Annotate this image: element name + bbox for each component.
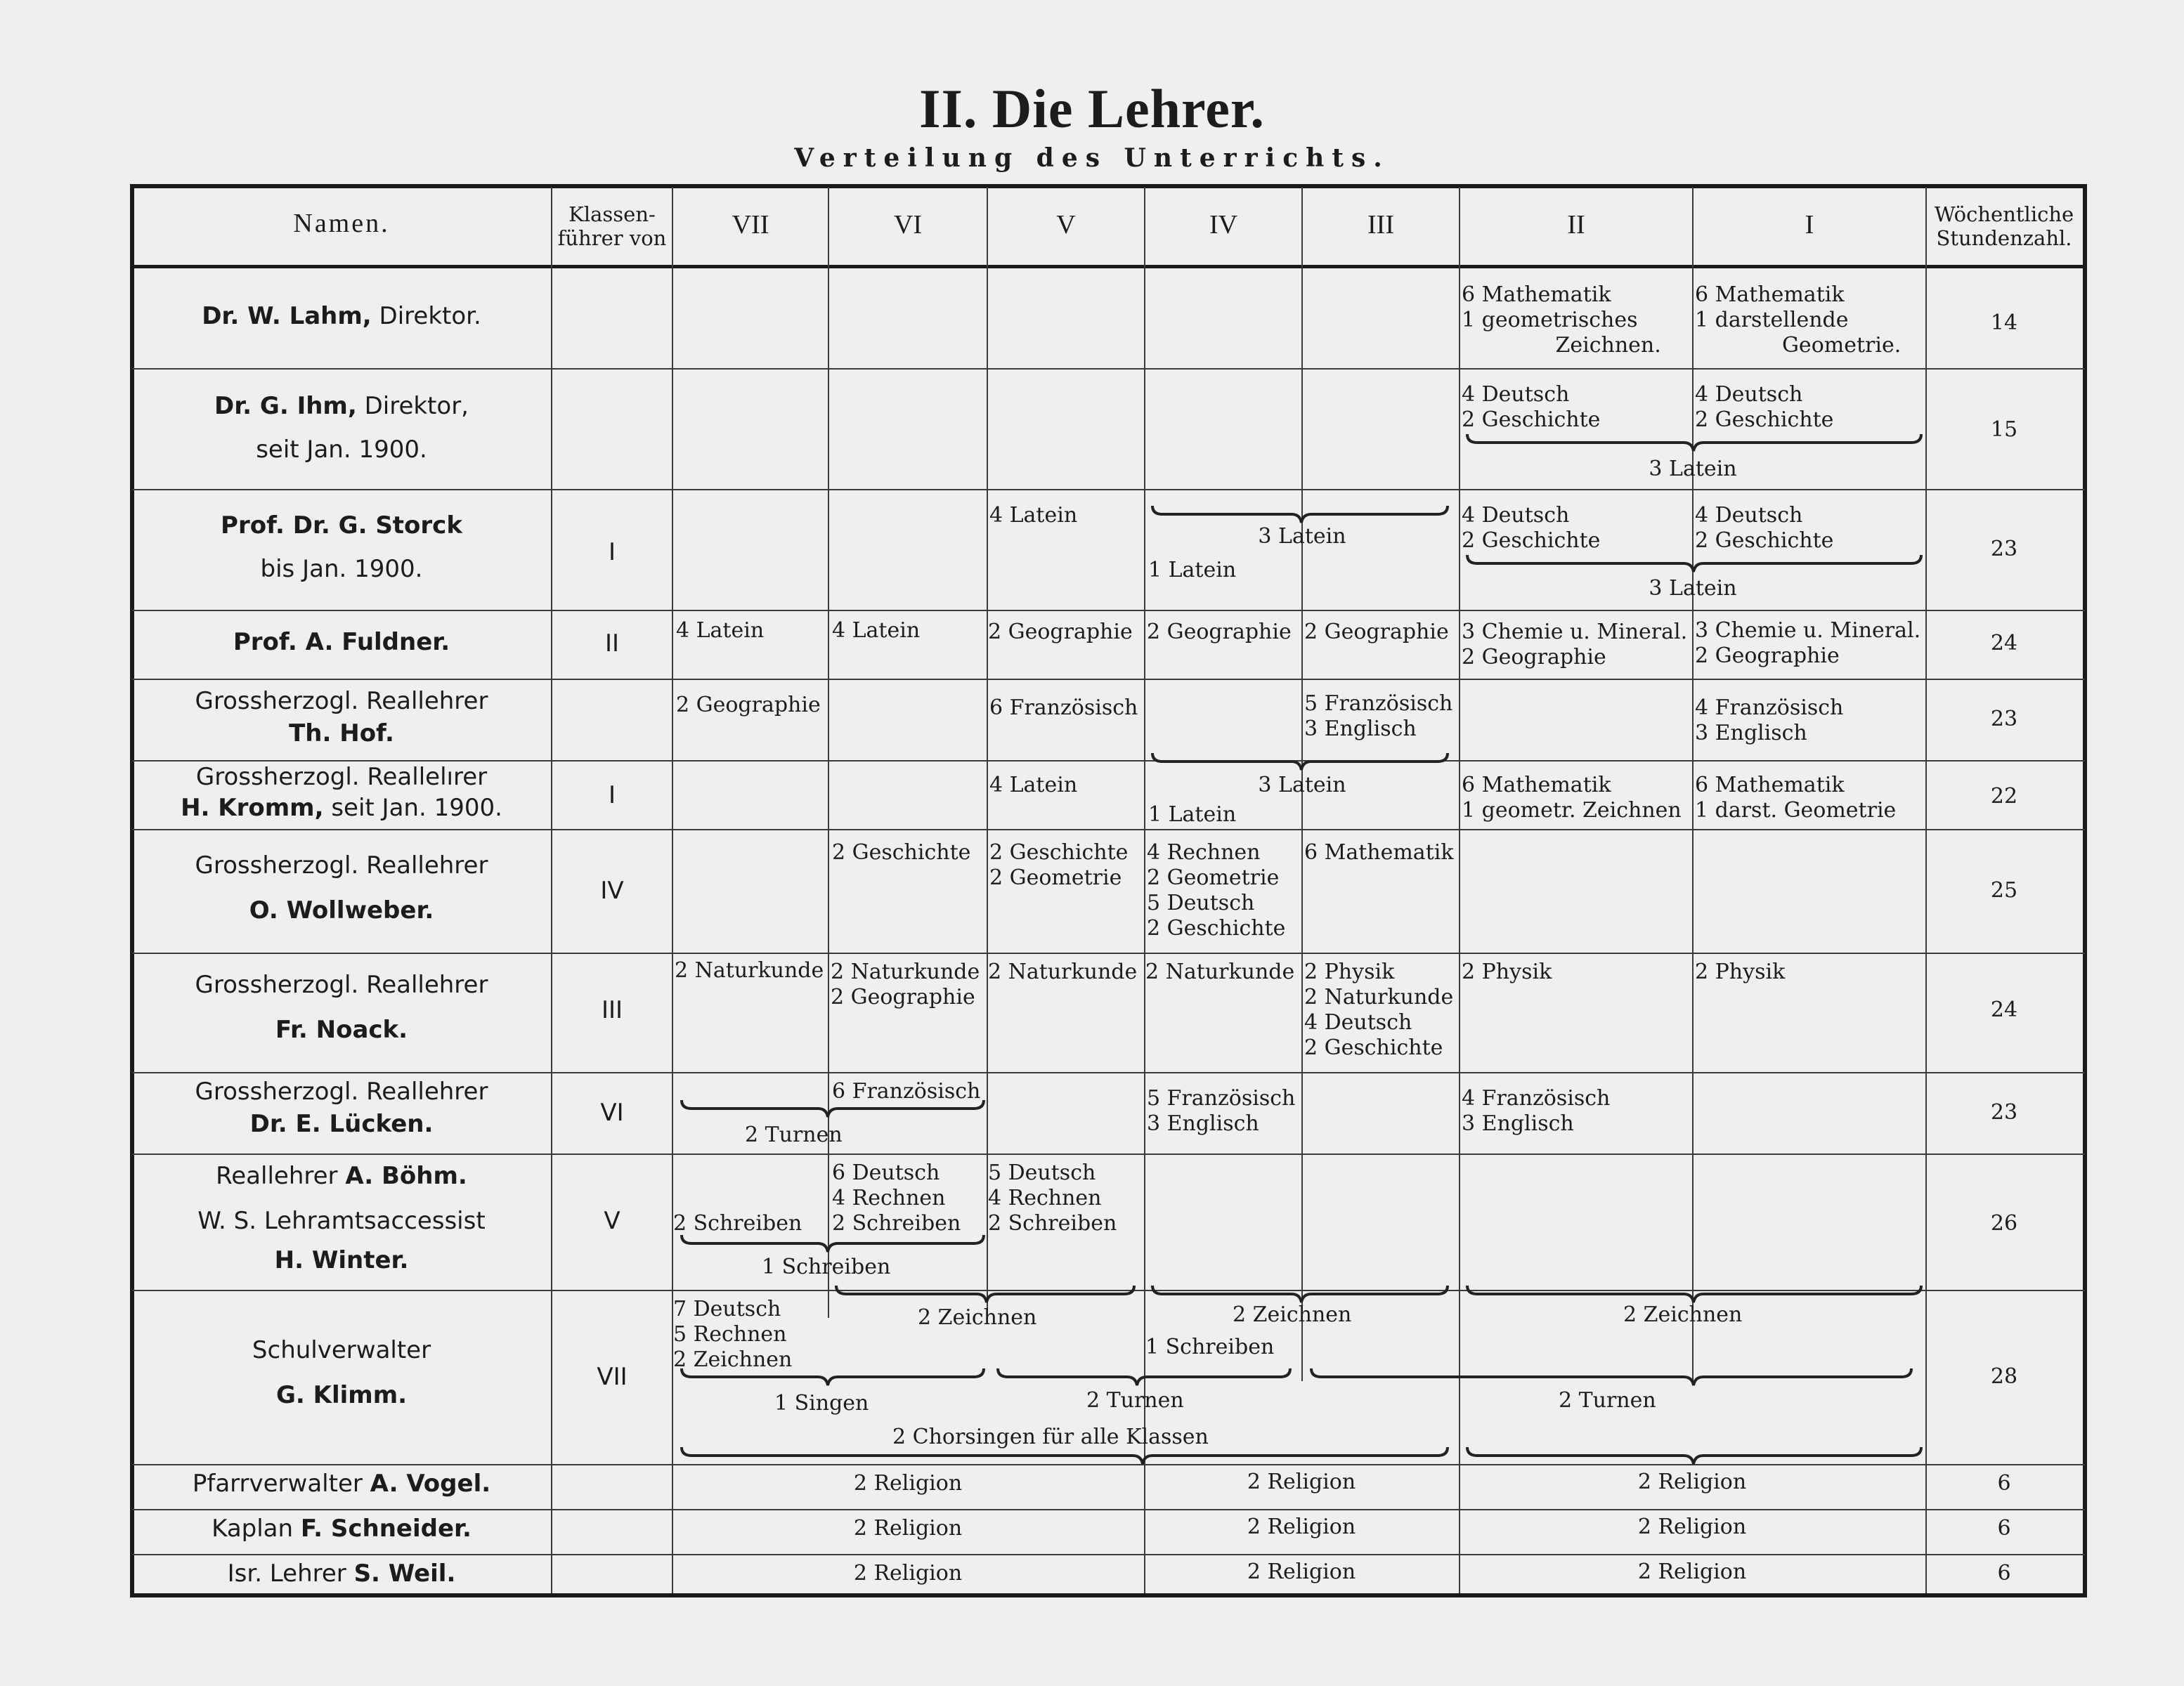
klassenfuehrer: V (604, 1207, 620, 1235)
hours: 15 (1990, 417, 2018, 442)
teacher-name: G. Klimm. (275, 1381, 408, 1409)
cell-religion: 2 Religion (1637, 1560, 1747, 1584)
cell-boehm-schreiben: 1 Schreiben (762, 1255, 891, 1279)
brace-ihm-latein (1467, 434, 1921, 451)
cell-luecken-II: 4 Französisch 3 Englisch (1462, 1086, 1611, 1136)
cell-klimm-chorsingen: 2 Chorsingen für alle Klassen (892, 1425, 1209, 1449)
teacher-note: seit Jan. 1900. (256, 436, 427, 464)
teacher-note: bis Jan. 1900. (260, 555, 423, 583)
hours: 26 (1990, 1211, 2018, 1236)
cell-wollweber-VI: 2 Geschichte (832, 840, 971, 865)
header-class-IV: IV (1209, 210, 1238, 240)
teacher-name: Dr. E. Lücken. (249, 1110, 434, 1138)
hours: 23 (1990, 1100, 2018, 1125)
cell-hof-V: 6 Französisch (989, 695, 1138, 720)
cell-klimm-turnen-2: 2 Turnen (1559, 1388, 1656, 1413)
brace-klimm-zeichnen-2 (1152, 1286, 1448, 1302)
cell-ihm-I: 4 Deutsch 2 Geschichte (1695, 382, 1834, 432)
cell-religion: 2 Religion (853, 1561, 963, 1586)
klassenfuehrer: I (608, 538, 616, 566)
teacher-title: Grossherzogl. Reallehrer (195, 687, 488, 715)
hours: 24 (1990, 998, 2018, 1022)
teacher-name: Dr. W. Lahm, Direktor. (202, 302, 481, 330)
cell-luecken-turnen: 2 Turnen (745, 1123, 843, 1147)
header-class-VI: VI (893, 210, 923, 240)
cell-religion: 2 Religion (1247, 1560, 1356, 1584)
page-title: II. Die Lehrer. (919, 78, 1265, 139)
brace-luecken-turnen (682, 1100, 984, 1117)
brace-storck-latein-2 (1467, 555, 1921, 572)
cell-hof-III: 5 Französisch 3 Englisch (1304, 691, 1453, 741)
header-stunden: Wöchentliche Stundenzahl. (1934, 202, 2074, 250)
cell-kromm-IV: 1 Latein (1148, 802, 1237, 827)
cell-kromm-I: 6 Mathematik 1 darst. Geometrie (1695, 773, 1897, 823)
teacher-name: Prof. A. Fuldner. (233, 628, 450, 656)
klassenfuehrer: I (608, 781, 616, 809)
hours: 23 (1990, 707, 2018, 731)
cell-religion: 2 Religion (1247, 1515, 1356, 1539)
cell-lahm-I: 6 Mathematik 1 darstellende Geometrie. (1695, 282, 1902, 358)
cell-klimm-singen: 1 Singen (774, 1391, 869, 1416)
brace-kromm-latein (1152, 753, 1448, 770)
teacher-name: O. Wollweber. (249, 896, 434, 924)
header-names: Namen. (293, 209, 390, 238)
cell-boehm-VI: 6 Deutsch 4 Rechnen 2 Schreiben (832, 1161, 961, 1236)
brace-boehm-schreiben (682, 1235, 984, 1252)
teacher-title: Schulverwalter (252, 1336, 431, 1364)
cell-religion: 2 Religion (853, 1471, 963, 1496)
cell-kromm-IV-III: 3 Latein (1258, 773, 1346, 797)
cell-storck-V: 4 Latein (989, 503, 1078, 528)
brace-klimm-zeichnen-1 (836, 1286, 1134, 1302)
cell-ihm-II: 4 Deutsch 2 Geschichte (1462, 382, 1601, 432)
cell-klimm-VII: 7 Deutsch 5 Rechnen 2 Zeichnen (673, 1297, 793, 1372)
hours: 28 (1990, 1364, 2018, 1389)
cell-religion: 2 Religion (1637, 1470, 1747, 1494)
cell-kromm-V: 4 Latein (989, 773, 1078, 797)
cell-noack-II: 2 Physik (1462, 960, 1552, 984)
cell-noack-V: 2 Naturkunde (988, 960, 1138, 984)
header-klassenfuehrer: Klassen- führer von (557, 202, 667, 250)
hours: 23 (1990, 537, 2018, 561)
cell-noack-IV: 2 Naturkunde (1145, 960, 1295, 984)
cell-noack-I: 2 Physik (1695, 960, 1786, 984)
cell-storck-IV: 1 Latein (1148, 558, 1237, 582)
cell-luecken-IV: 5 Französisch 3 Englisch (1147, 1086, 1296, 1136)
klassenfuehrer: III (601, 996, 623, 1024)
cell-storck-IV-III: 3 Latein (1258, 524, 1346, 549)
header-class-III: III (1367, 210, 1394, 240)
klassenfuehrer: VII (597, 1363, 628, 1391)
cell-klimm-turnen-1: 2 Turnen (1086, 1388, 1184, 1413)
cell-religion: 2 Religion (1247, 1470, 1356, 1494)
cell-lahm-II: 6 Mathematik 1 geometrisches Zeichnen. (1462, 282, 1661, 358)
cell-klimm-zeichnen-3: 2 Zeichnen (1623, 1302, 1743, 1327)
cell-luecken-VI: 6 Französisch (832, 1079, 981, 1104)
brace-klimm-turnen-1 (998, 1368, 1290, 1385)
cell-wollweber-III: 6 Mathematik (1304, 840, 1454, 865)
cell-storck-latein: 3 Latein (1649, 576, 1737, 601)
teacher-name: H. Winter. (274, 1246, 409, 1274)
brace-klimm-zeichnen-3 (1467, 1286, 1921, 1302)
hours: 6 (1997, 1516, 2011, 1541)
teacher-title: Grossherzogl. Reallelırer (195, 763, 488, 791)
header-class-VII: VII (732, 210, 769, 240)
teacher-name: Isr. Lehrer S. Weil. (227, 1560, 456, 1588)
teacher-title: Grossherzogl. Reallehrer (195, 971, 488, 999)
cell-fuldner-I: 3 Chemie u. Mineral. 2 Geographie (1695, 618, 1921, 668)
cell-fuldner-III: 2 Geographie (1304, 620, 1449, 644)
teacher-title: W. S. Lehramtsaccessist (197, 1207, 486, 1235)
teacher-name: H. Kromm, seit Jan. 1900. (181, 794, 502, 822)
hours: 24 (1990, 631, 2018, 655)
hours: 14 (1990, 311, 2018, 335)
klassenfuehrer: II (604, 629, 620, 658)
cell-hof-I: 4 Französisch 3 Englisch (1695, 695, 1844, 745)
hours: 6 (1997, 1471, 2011, 1496)
cell-hof-VII: 2 Geographie (676, 693, 821, 717)
header-class-V: V (1056, 210, 1076, 240)
cell-religion: 2 Religion (1637, 1515, 1747, 1539)
header-class-II: II (1567, 210, 1585, 240)
cell-fuldner-VI: 4 Latein (832, 618, 921, 643)
cell-boehm-V: 5 Deutsch 4 Rechnen 2 Schreiben (988, 1161, 1117, 1236)
brace-religion-upper (1467, 1447, 1921, 1464)
klassenfuehrer: VI (600, 1099, 624, 1127)
cell-ihm-latein: 3 Latein (1649, 457, 1737, 481)
cell-wollweber-IV: 4 Rechnen 2 Geometrie 5 Deutsch 2 Geschichte (1147, 840, 1286, 941)
hours: 25 (1990, 878, 2018, 903)
teacher-name: Dr. G. Ihm, Direktor, (214, 392, 469, 420)
teacher-title: Grossherzogl. Reallehrer (195, 1078, 488, 1106)
page-subtitle: Verteilung des Unterrichts. (794, 143, 1390, 173)
brace-storck-latein (1152, 506, 1448, 523)
cell-religion: 2 Religion (853, 1516, 963, 1541)
cell-klimm-zeichnen-2: 2 Zeichnen (1233, 1302, 1352, 1327)
teacher-name: Pfarrverwalter A. Vogel. (192, 1470, 491, 1498)
cell-boehm-VII: 2 Schreiben (673, 1211, 802, 1236)
brace-chorsingen (682, 1447, 1448, 1464)
teacher-name: Fr. Noack. (275, 1016, 408, 1044)
teacher-name: Th. Hof. (289, 719, 394, 747)
cell-klimm-schreiben: 1 Schreiben (1145, 1335, 1275, 1359)
teacher-title: Grossherzogl. Reallehrer (195, 851, 488, 880)
header-class-I: I (1805, 210, 1814, 240)
teacher-name: Prof. Dr. G. Storck (221, 511, 462, 540)
cell-fuldner-V: 2 Geographie (988, 620, 1133, 644)
cell-noack-III: 2 Physik 2 Naturkunde 4 Deutsch 2 Geschichte (1304, 960, 1454, 1060)
brace-klimm-turnen-2 (1311, 1368, 1911, 1385)
cell-kromm-II: 6 Mathematik 1 geometr. Zeichnen (1462, 773, 1682, 823)
cell-noack-VII: 2 Naturkunde (675, 958, 824, 983)
cell-storck-II: 4 Deutsch 2 Geschichte (1462, 503, 1601, 553)
cell-wollweber-V: 2 Geschichte 2 Geometrie (989, 840, 1129, 890)
klassenfuehrer: IV (600, 877, 624, 905)
teacher-name: Kaplan F. Schneider. (212, 1515, 472, 1543)
brace-klimm-singen (682, 1368, 984, 1385)
cell-noack-VI: 2 Naturkunde 2 Geographie (831, 960, 980, 1009)
cell-fuldner-VII: 4 Latein (676, 618, 765, 643)
cell-fuldner-II: 3 Chemie u. Mineral. 2 Geographie (1462, 620, 1688, 669)
hours: 22 (1990, 784, 2018, 809)
cell-klimm-zeichnen-1: 2 Zeichnen (918, 1305, 1037, 1330)
cell-storck-I: 4 Deutsch 2 Geschichte (1695, 503, 1834, 553)
cell-fuldner-IV: 2 Geographie (1147, 620, 1292, 644)
hours: 6 (1997, 1561, 2011, 1586)
teacher-name: Reallehrer A. Böhm. (216, 1162, 467, 1190)
